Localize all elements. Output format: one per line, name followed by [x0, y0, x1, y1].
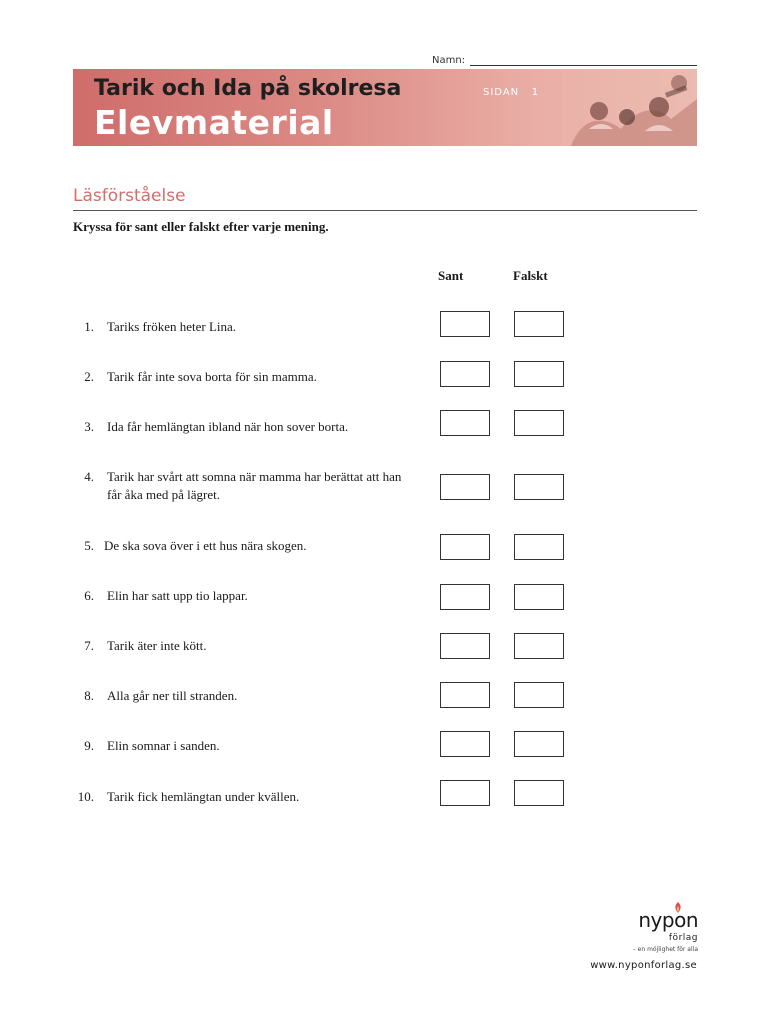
question-text: Alla går ner till stranden. — [107, 688, 238, 703]
false-checkbox[interactable] — [514, 682, 564, 708]
logo-text: nypon — [638, 908, 698, 932]
question-text: Tariks fröken heter Lina. — [107, 319, 237, 334]
question-text: Ida får hemlängtan ibland när hon sover borta. — [107, 419, 349, 434]
false-checkbox[interactable] — [514, 474, 564, 500]
name-label: Namn: — [432, 55, 466, 66]
page-indicator — [483, 87, 539, 98]
publisher-logo — [600, 902, 700, 958]
question-number: 4. — [84, 469, 94, 484]
false-checkbox[interactable] — [514, 780, 564, 806]
false-checkbox[interactable] — [514, 311, 564, 337]
question-text: Elin somnar i sanden. — [107, 738, 220, 753]
question-text: Tarik får inte sova borta för sin mamma. — [107, 369, 317, 384]
page-label: SIDAN — [483, 87, 520, 98]
column-header-false: Falskt — [513, 268, 548, 283]
question-number: 7. — [84, 638, 94, 653]
question-text: De ska sova över i ett hus nära skogen. — [104, 538, 307, 553]
question-text: Elin har satt upp tio lappar. — [107, 588, 248, 603]
section-divider — [73, 210, 697, 211]
false-checkbox[interactable] — [514, 584, 564, 610]
logo-subtext: förlag — [668, 933, 698, 943]
true-checkbox[interactable] — [440, 682, 490, 708]
true-checkbox[interactable] — [440, 731, 490, 757]
page-title: Elevmaterial — [94, 103, 334, 142]
true-checkbox[interactable] — [440, 474, 490, 500]
false-checkbox[interactable] — [514, 534, 564, 560]
true-checkbox[interactable] — [440, 584, 490, 610]
true-checkbox[interactable] — [440, 311, 490, 337]
illustration-image — [561, 69, 697, 146]
logo-slogan: – en möjlighet för alla — [632, 946, 698, 953]
true-checkbox[interactable] — [440, 534, 490, 560]
question-number: 5. — [84, 538, 94, 553]
true-checkbox[interactable] — [440, 361, 490, 387]
true-checkbox[interactable] — [440, 410, 490, 436]
question-text: Tarik äter inte kött. — [107, 638, 207, 653]
page-number: 1 — [531, 87, 540, 98]
question-number: 9. — [84, 738, 94, 753]
false-checkbox[interactable] — [514, 361, 564, 387]
true-checkbox[interactable] — [440, 780, 490, 806]
name-input-line[interactable] — [470, 65, 697, 66]
column-header-true: Sant — [438, 268, 464, 283]
question-number: 8. — [84, 688, 94, 703]
website-link[interactable]: www.nyponforlag.se — [590, 960, 697, 971]
question-text: Tarik fick hemlängtan under kvällen. — [107, 789, 300, 804]
question-number: 3. — [84, 419, 94, 434]
false-checkbox[interactable] — [514, 731, 564, 757]
name-field[interactable] — [432, 55, 697, 69]
question-number: 10. — [77, 789, 94, 804]
book-title: Tarik och Ida på skolresa — [94, 76, 402, 101]
question-text: Tarik har svårt att somna när mamma har berättat att han får åka med på lägret. — [107, 469, 402, 502]
question-number: 2. — [84, 369, 94, 384]
true-checkbox[interactable] — [440, 633, 490, 659]
false-checkbox[interactable] — [514, 410, 564, 436]
false-checkbox[interactable] — [514, 633, 564, 659]
question-number: 6. — [84, 588, 94, 603]
instruction-text: Kryssa för sant eller falskt efter varje mening. — [73, 219, 329, 234]
question-number: 1. — [84, 319, 94, 334]
header-banner — [73, 69, 697, 146]
section-title: Läsförståelse — [73, 186, 186, 206]
